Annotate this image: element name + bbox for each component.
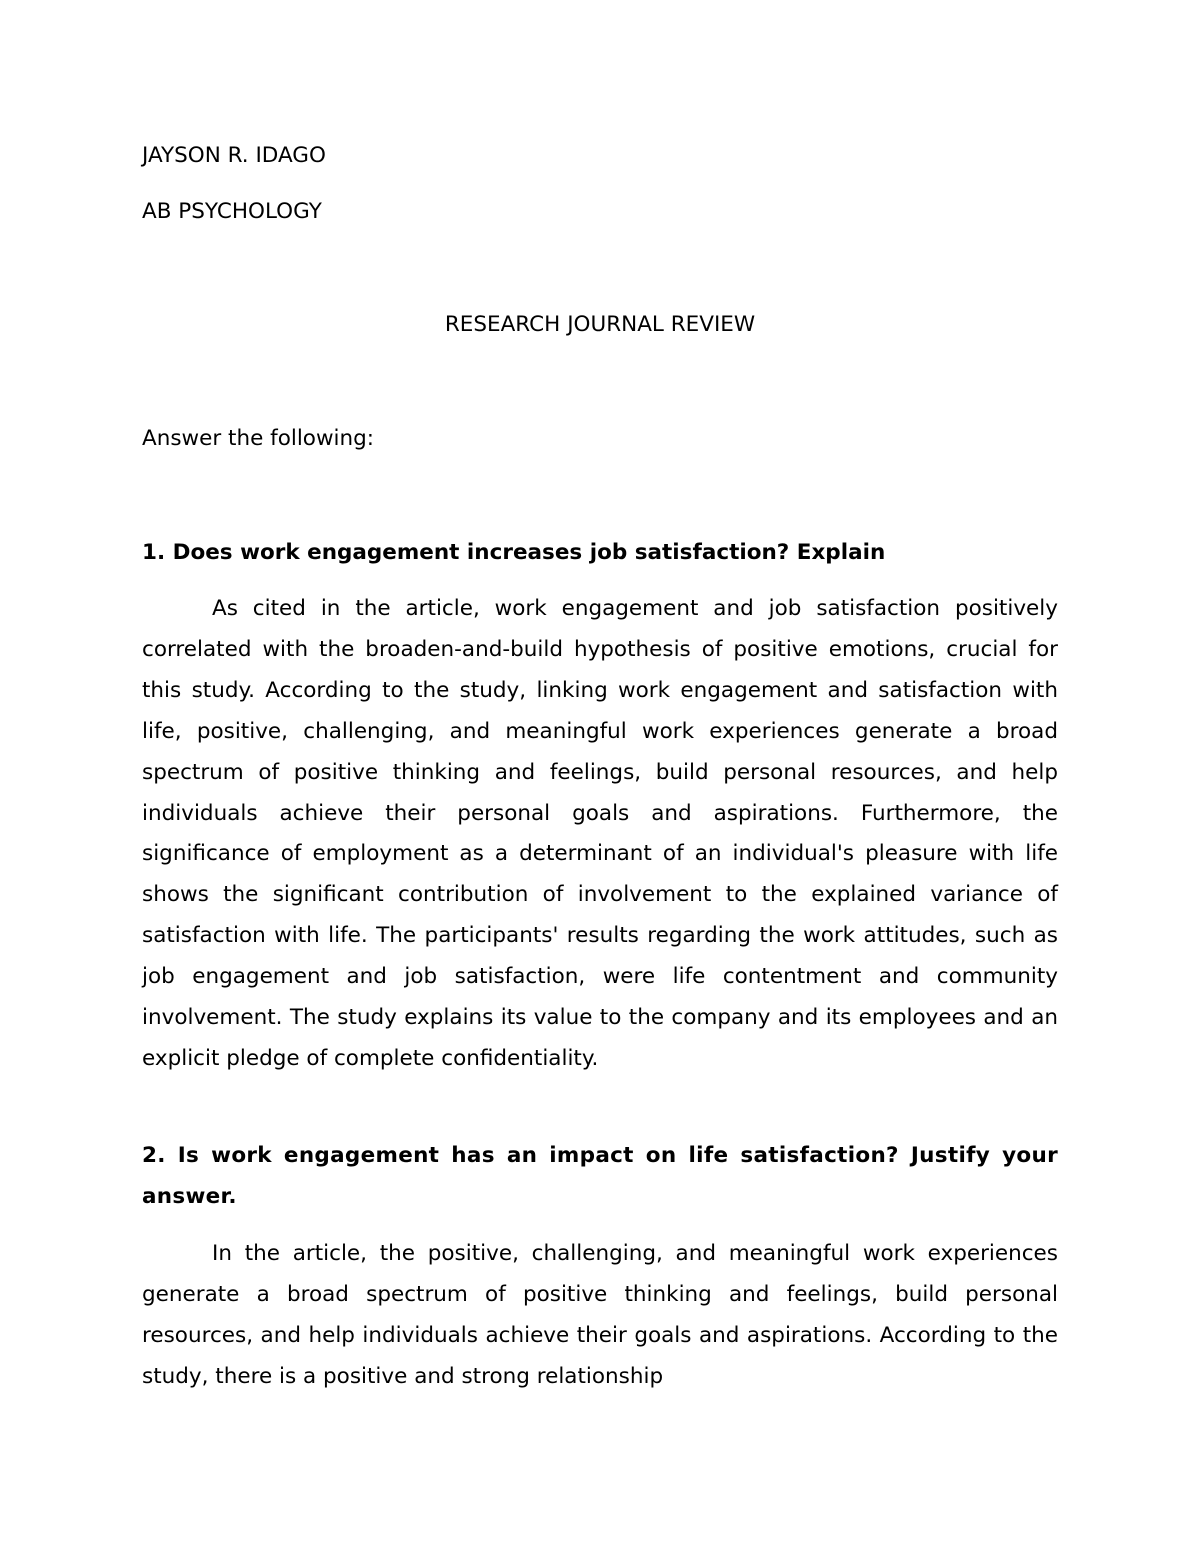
author-course: AB PSYCHOLOGY xyxy=(142,199,322,224)
document-page xyxy=(142,0,1058,1553)
answer-1: As cited in the article, work engagement and job satisfaction positively correlated with the broaden-and-build hypothesis of positive emotions, crucial for this study. According to the study, linking work engagement and satisfaction with life, positive, challenging, and meaningful work experiences generate a broad spectrum of positive thinking and feelings, build personal resources, and help individuals achieve their personal goals and aspirations. Furthermore, the significance of employment as a determinant of an individual's pleasure with life shows the significant contribution of involvement to the explained variance of satisfaction with life. The participants' results regarding the work attitudes, such as job engagement and job satisfaction, were life contentment and community involvement. The study explains its value to the company and its employees and an explicit pledge of complete confidentiality. xyxy=(142,596,1058,1071)
question-1: 1. Does work engagement increases job satisfaction? Explain xyxy=(142,540,886,565)
instruction-text: Answer the following: xyxy=(142,426,375,451)
question-2: 2. Is work engagement has an impact on life satisfaction? Justify your answer. xyxy=(142,1143,1058,1209)
document-title: RESEARCH JOURNAL REVIEW xyxy=(444,312,756,337)
author-name: JAYSON R. IDAGO xyxy=(142,143,326,168)
answer-2: In the article, the positive, challenging, and meaningful work experiences generate a broad spectrum of positive thinking and feelings, build personal resources, and help individuals achieve their goals and aspirations. According to the study, there is a positive and strong relationship xyxy=(142,1241,1058,1389)
